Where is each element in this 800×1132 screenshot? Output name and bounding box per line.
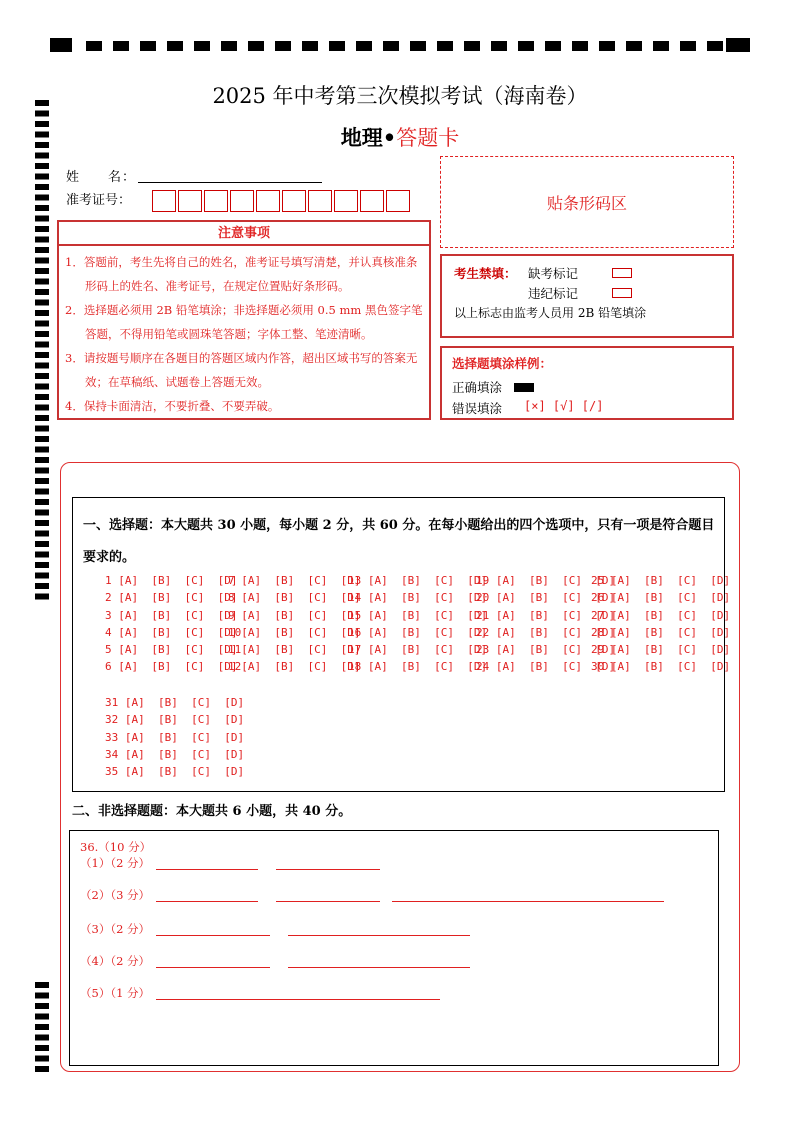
mc-column[interactable]: 7 [A] [B] [C] [D] 8 [A] [B] [C] [D] 9 [A] [B] [C] [D] 10[A] [B] [C] [D] 11[A] [B] [C] [D] 12[A] [B] [C] [D]: [228, 574, 361, 674]
q36-label: 36.（10 分）: [80, 840, 152, 854]
timing-mark: [572, 41, 588, 51]
timing-mark: [167, 41, 183, 51]
notice-list: [65, 250, 427, 418]
forbid-label: 考生禁填：: [454, 266, 517, 281]
timing-mark: [35, 594, 49, 600]
examinee-forbidden-panel: [440, 254, 734, 338]
left-timing-marks-lower: [35, 982, 49, 1074]
missing-mark-label: 缺考标记: [528, 266, 579, 281]
timing-mark: [35, 216, 49, 222]
timing-mark: [35, 373, 49, 379]
exam-number-digit-box[interactable]: [152, 190, 176, 212]
q36-part-label: （2）（3 分）: [80, 888, 151, 902]
timing-mark: [35, 153, 49, 159]
timing-mark: [35, 226, 49, 232]
timing-mark: [35, 982, 49, 988]
timing-mark: [35, 247, 49, 253]
left-timing-marks-upper: [35, 100, 49, 600]
timing-mark: [35, 279, 49, 285]
timing-mark: [35, 363, 49, 369]
top-timing-marks: [50, 38, 750, 52]
notice-title: 注意事项: [59, 222, 429, 246]
timing-mark: [35, 531, 49, 537]
timing-mark: [248, 41, 264, 51]
timing-mark: [35, 468, 49, 474]
q36-part-label: （4）（2 分）: [80, 954, 151, 968]
timing-mark: [35, 993, 49, 999]
timing-mark: [680, 41, 696, 51]
exam-number-digit-box[interactable]: [308, 190, 332, 212]
timing-mark: [35, 163, 49, 169]
timing-mark: [35, 499, 49, 505]
timing-mark: [35, 415, 49, 421]
timing-mark: [275, 41, 291, 51]
timing-mark: [35, 342, 49, 348]
timing-mark: [35, 1024, 49, 1030]
notice-item: 3．请按题号顺序在各题目的答题区域内作答，超出区域书写的答案无效；在草稿纸、试题卷上答题无效。: [65, 351, 418, 389]
timing-mark: [383, 41, 399, 51]
violation-mark-box[interactable]: [612, 288, 632, 298]
timing-mark: [35, 405, 49, 411]
exam-number-label: 准考证号：: [66, 193, 132, 208]
correct-fill-mark: [514, 383, 534, 392]
exam-number-boxes: [152, 190, 412, 212]
timing-mark: [194, 41, 210, 51]
timing-mark: [35, 541, 49, 547]
timing-mark: [35, 436, 49, 442]
mc-section-title: 一、选择题：本大题共 30 小题，每小题 2 分，共 60 分。在每小题给出的四个选项中，只有一项是符合题目要求的。: [83, 518, 715, 565]
timing-mark: [35, 520, 49, 526]
timing-mark: [35, 1003, 49, 1009]
timing-mark: [35, 310, 49, 316]
timing-mark: [86, 41, 102, 51]
timing-mark: [35, 300, 49, 306]
timing-mark: [35, 384, 49, 390]
exam-number-digit-box[interactable]: [230, 190, 254, 212]
timing-mark: [35, 174, 49, 180]
answer-line[interactable]: [288, 935, 470, 936]
exam-number-digit-box[interactable]: [386, 190, 410, 212]
timing-mark: [437, 41, 453, 51]
subject-name: 地理: [340, 125, 383, 150]
q36-part-label: （1）（2 分）: [80, 856, 151, 870]
mc-column[interactable]: 31 [A] [B] [C] [D] 32 [A] [B] [C] [D] 33 [A] [B] [C] [D] 34 [A] [B] [C] [D] 35 [A] [B] [C] [D]: [105, 696, 245, 779]
missing-mark-box[interactable]: [612, 268, 632, 278]
notice-item: 2．选择题必须用 2B 铅笔填涂；非选择题必须用 0.5 mm 黑色签字笔答题，不得用铅笔或圆珠笔答题；字体工整、笔迹清晰。: [65, 303, 423, 341]
timing-mark: [35, 237, 49, 243]
notice-item: 4．保持卡面清洁，不要折叠、不要弄破。: [65, 399, 280, 413]
timing-mark: [35, 289, 49, 295]
timing-mark: [491, 41, 507, 51]
answer-line[interactable]: [156, 901, 258, 902]
mc-column[interactable]: 1 [A] [B] [C] [D] 2 [A] [B] [C] [D] 3 [A] [B] [C] [D] 4 [A] [B] [C] [D] 5 [A] [B] [C] [D] 6 [A] [B] [C] [D]: [105, 574, 238, 674]
timing-mark: [35, 195, 49, 201]
timing-mark: [35, 457, 49, 463]
separator-dot: •: [382, 125, 397, 150]
wrong-fill-marks: [×] [√] [/]: [524, 399, 604, 413]
timing-mark: [464, 41, 480, 51]
mc-column[interactable]: 13 [A] [B] [C] [D] 14 [A] [B] [C] [D] 15 [A] [B] [C] [D] 16 [A] [B] [C] [D] 17 [A] [B] [C] [D] 18 [A] [B] [C] [D]: [348, 574, 488, 674]
timing-mark: [410, 41, 426, 51]
answer-line[interactable]: [288, 967, 470, 968]
wrong-fill-label: 错误填涂: [452, 401, 503, 416]
timing-mark: [221, 41, 237, 51]
answer-line[interactable]: [156, 999, 440, 1000]
exam-number-digit-box[interactable]: [334, 190, 358, 212]
answer-line[interactable]: [276, 869, 380, 870]
notice-item: 1．答题前，考生先将自己的姓名，准考证号填写清楚，并认真核准条形码上的姓名、准考证号，在规定位置贴好条形码。: [65, 255, 418, 293]
multiple-choice-section: [72, 497, 731, 792]
timing-mark: [35, 573, 49, 579]
timing-mark: [35, 1056, 49, 1062]
notice-panel: [57, 220, 431, 420]
timing-mark: [35, 510, 49, 516]
answer-line[interactable]: [156, 935, 270, 936]
timing-mark: [113, 41, 129, 51]
timing-mark: [599, 41, 615, 51]
violation-mark-label: 违纪标记: [528, 286, 579, 301]
timing-mark: [626, 41, 642, 51]
exam-number-digit-box[interactable]: [178, 190, 202, 212]
timing-mark: [302, 41, 318, 51]
fill-sample-panel: [440, 346, 734, 420]
timing-mark: [35, 331, 49, 337]
timing-mark: [35, 583, 49, 589]
correct-fill-label: 正确填涂: [452, 380, 503, 395]
exam-number-digit-box[interactable]: [360, 190, 384, 212]
timing-mark: [35, 1014, 49, 1020]
answer-line[interactable]: [156, 967, 270, 968]
mc-column[interactable]: 19 [A] [B] [C] [D] 20 [A] [B] [C] [D] 21 [A] [B] [C] [D] 22 [A] [B] [C] [D] 23 [A] [B] [C] [D] 24 [A] [B] [C] [D]: [476, 574, 616, 674]
timing-mark: [35, 552, 49, 558]
timing-mark: [356, 41, 372, 51]
timing-mark: [35, 394, 49, 400]
forbid-note: 以上标志由监考人员用 2B 铅笔填涂: [454, 306, 647, 320]
answer-line[interactable]: [392, 901, 664, 902]
timing-mark: [35, 478, 49, 484]
timing-mark: [35, 447, 49, 453]
sample-title: 选择题填涂样例：: [452, 356, 553, 371]
timing-mark: [545, 41, 561, 51]
timing-mark: [653, 41, 669, 51]
non-mc-section-title: 二、非选择题题：本大题共 6 小题，共 40 分。: [72, 804, 352, 819]
q36-part-label: （3）（2 分）: [80, 922, 151, 936]
card-subtitle: [0, 122, 800, 152]
name-label: 姓 名：: [66, 170, 137, 185]
timing-mark: [35, 426, 49, 432]
timing-mark: [35, 1045, 49, 1051]
timing-mark: [35, 268, 49, 274]
timing-mark: [35, 1066, 49, 1072]
timing-mark: [35, 352, 49, 358]
barcode-area: 贴条形码区: [440, 156, 734, 248]
timing-mark: [707, 41, 723, 51]
timing-mark: [35, 184, 49, 190]
mc-column[interactable]: 25 [A] [B] [C] [D] 26 [A] [B] [C] [D] 27 [A] [B] [C] [D] 28 [A] [B] [C] [D] 29 [A] [B] [C] [D] 30 [A] [B] [C] [D]: [591, 574, 731, 674]
exam-title: 2025 年中考第三次模拟考试（海南卷）: [212, 84, 588, 108]
exam-number-digit-box[interactable]: [282, 190, 306, 212]
timing-mark: [518, 41, 534, 51]
timing-mark: [35, 321, 49, 327]
timing-mark: [35, 205, 49, 211]
timing-mark: [35, 258, 49, 264]
answer-card-label: 答题卡: [396, 126, 460, 150]
timing-mark: [35, 562, 49, 568]
timing-mark: [35, 489, 49, 495]
name-field[interactable]: [138, 182, 322, 183]
exam-number-digit-box[interactable]: [204, 190, 228, 212]
timing-mark: [35, 1035, 49, 1041]
exam-number-digit-box[interactable]: [256, 190, 280, 212]
q36-part-label: （5）（1 分）: [80, 986, 151, 1000]
answer-line[interactable]: [276, 901, 380, 902]
timing-mark: [329, 41, 345, 51]
timing-mark: [35, 111, 49, 117]
timing-mark: [140, 41, 156, 51]
answer-line[interactable]: [156, 869, 258, 870]
question-36-box: [69, 830, 719, 1066]
